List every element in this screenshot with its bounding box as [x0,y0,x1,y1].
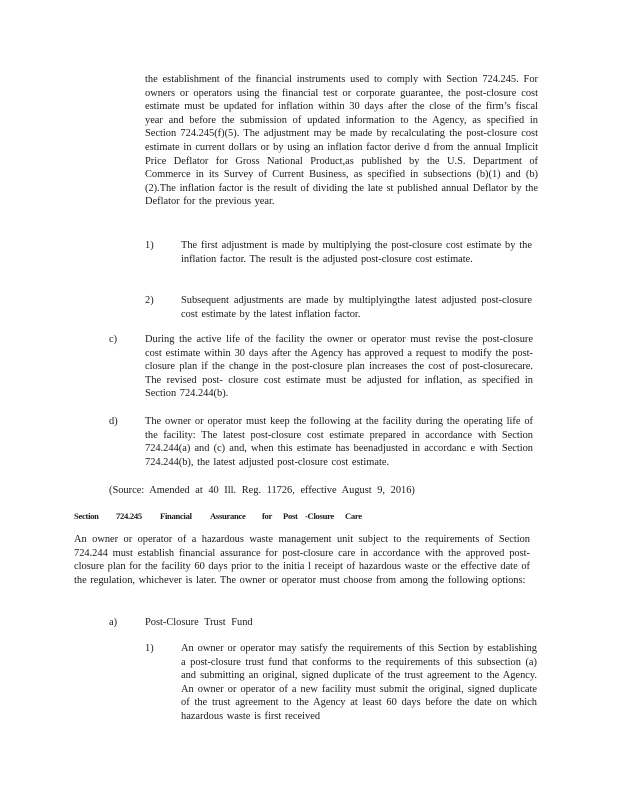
subsection-d-marker: d) [109,416,118,427]
main-paragraph: An owner or operator of a hazardous waste management unit subject to the requirements of Section 724.244 must establish financial assurance for post-closure care in accordance with the approved post-closure plan for the facility 60 days prior to the initia l receipt of hazardous waste or the effective date of the regulation, whichever is later. The owner or operator must choose from among the following options: [74,534,530,586]
source-note: (Source: Amended at 40 Ill. Reg. 11726, effective August 9, 2016) [109,485,415,496]
subsection-a1-text: An owner or operator may satisfy the requirements of this Section by establishing a post-closure trust fund that conforms to the requirements of this subsection (a) and submitting an original, signed duplicate of the trust agreement to the Agency. An owner or operator of a new facility must submit the original, signed duplicate of the trust agreement to the Agency at least 60 days before the date on which hazardous waste is first received [181,643,537,722]
intro-paragraph: the establishment of the financial instruments used to comply with Section 724.245. For owners or operators using the financial test or corporate guarantee, the post-closure cost estimate must be updated for inflation within 30 days after the close of the firm’s fiscal year and before the submission of updated information to the Agency, as specified in Section 724.245(f)(5). The adjustment may be made by recalculating the post-closure cost estimate in current dollars or by using an inflation factor derive d from the annual Implicit Price Deflator for Gross National Product,as published by the U.S. Department of Commerce in its Survey of Current Business, as specified in subsections (b)(1) and (b)(2).The inflation factor is the result of dividing the late st published annual Deflator by the Deflator for the previous year. [145,74,538,208]
subsection-c-text: During the active life of the facility the owner or operator must revise the post-closure cost estimate within 30 days after the Agency has approved a request to modify the post-closure plan if the change in the post-closure plan increases the cost of post-closurecare. The revised post- closure cost estimate must be adjusted for inflation, as specified in Section 724.244(b). [145,334,533,400]
item-1-text: The first adjustment is made by multiplying the post-closure cost estimate by the inflation factor. The result is the adjusted post-closure cost estimate. [181,240,532,265]
heading-word: Financial [160,511,192,521]
section-number: 724.245 [116,511,142,521]
subsection-d-text: The owner or operator must keep the following at the facility during the operating life of the facility: The latest post-closure cost estimate prepared in accordance with Section 724.244(a) and (c) and, when this estimate has beenadjusted in accordanc e with Section 724.244(b), the latest adjusted post-closure cost estimate. [145,416,533,468]
heading-word: Care [345,511,362,521]
subsection-a-title: Post-Closure Trust Fund [145,617,253,628]
section-label: Section [74,511,99,521]
heading-word: Post [283,511,298,521]
subsection-a-marker: a) [109,617,118,628]
item-2-text: Subsequent adjustments are made by multiplyingthe latest adjusted post-closure cost estimate by the latest inflation factor. [181,295,532,320]
item-1-marker: 1) [145,240,154,251]
heading-word: Assurance [210,511,246,521]
item-2-marker: 2) [145,295,154,306]
subsection-a1-marker: 1) [145,643,154,654]
heading-word: -Closure [305,511,334,521]
subsection-c-marker: c) [109,334,118,345]
heading-word: for [262,511,273,521]
section-heading [74,510,534,524]
